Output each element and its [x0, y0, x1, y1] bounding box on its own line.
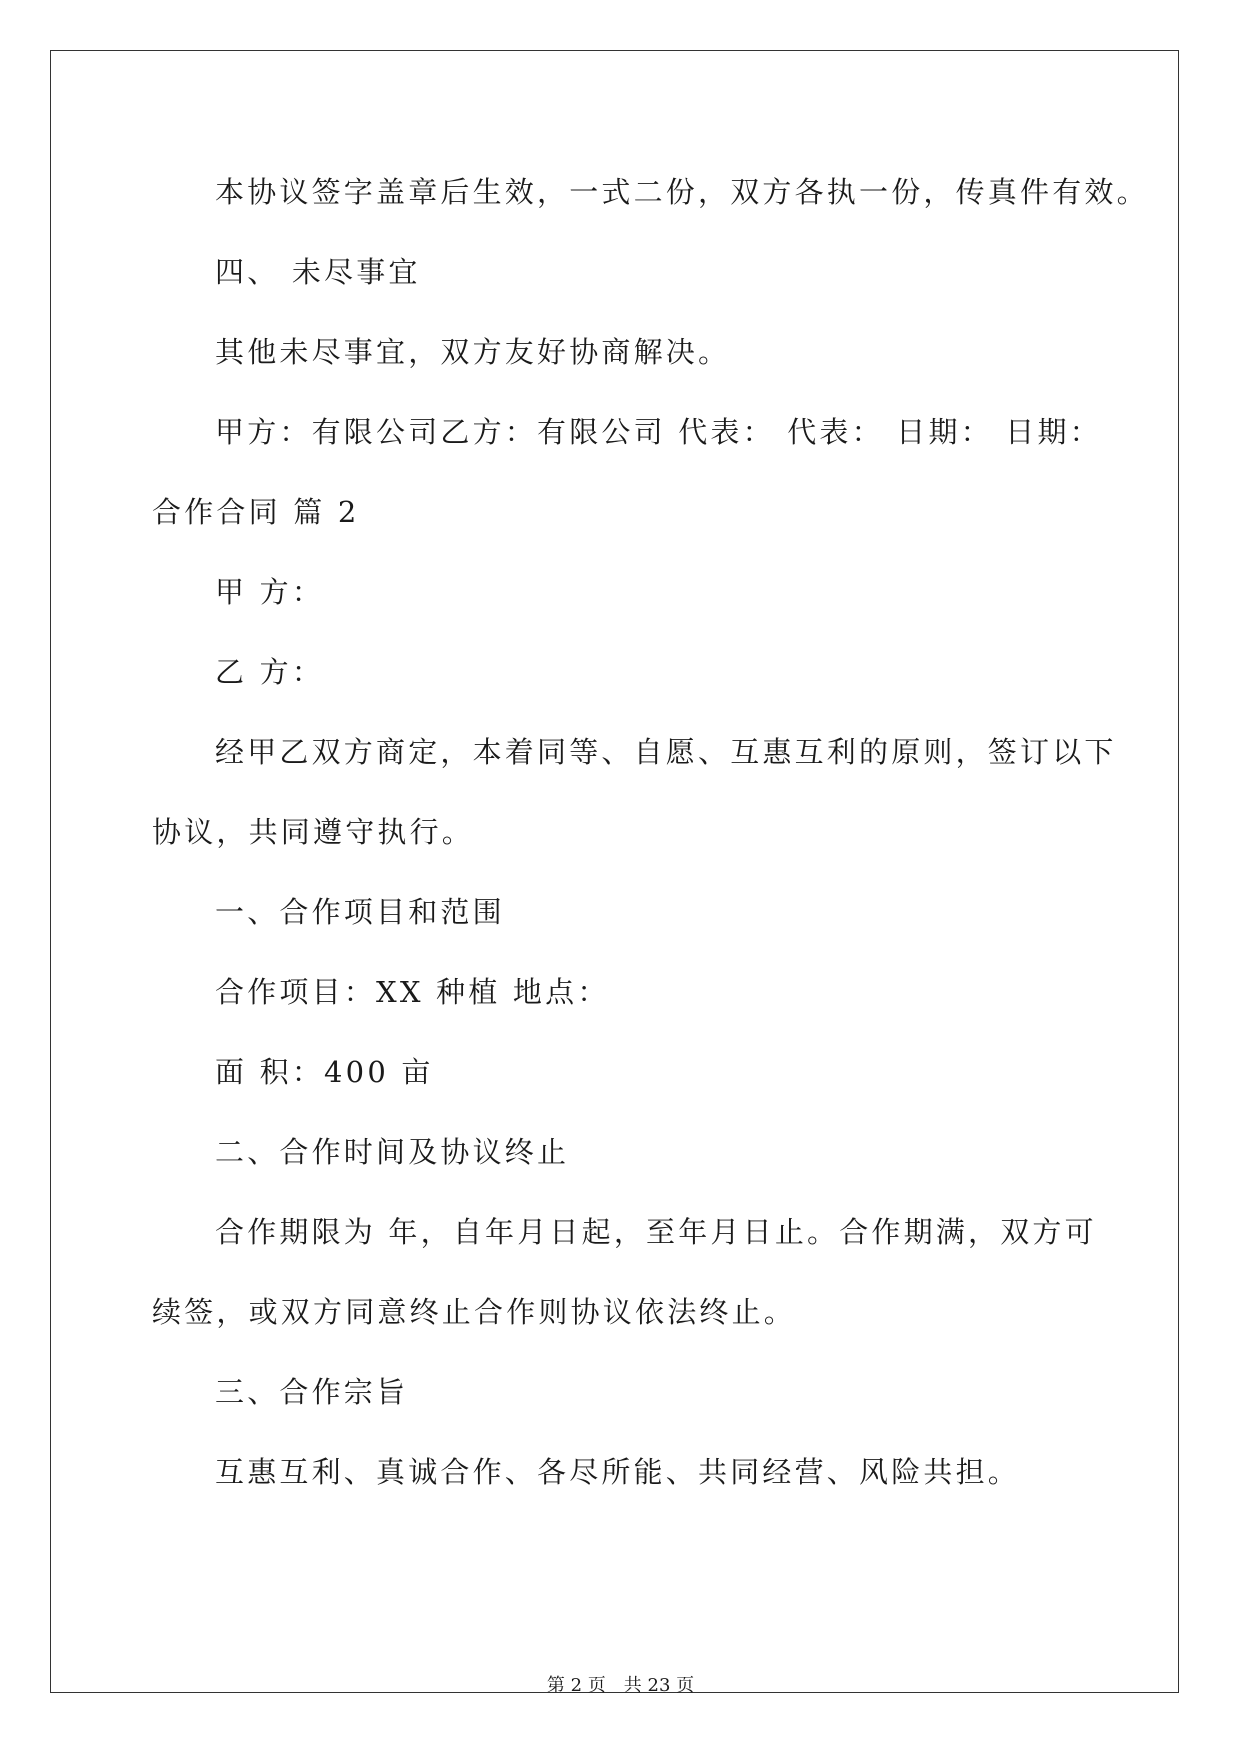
section-heading-1: 一、合作项目和范围: [215, 895, 505, 929]
area-line: 面 积：400 亩: [215, 1055, 434, 1089]
project-line: 合作项目：XX 种植 地点：: [215, 975, 610, 1009]
section-heading-2: 二、合作时间及协议终止: [215, 1135, 570, 1169]
paragraph-preamble-cont: 协议，共同遵守执行。: [152, 815, 475, 849]
paragraph-term-cont: 续签，或双方同意终止合作则协议依法终止。: [152, 1295, 797, 1329]
contract-title: 合作合同 篇 2: [152, 495, 360, 529]
party-b-line: 乙 方：: [215, 655, 325, 689]
paragraph-term: 合作期限为 年，自年月日起，至年月日止。合作期满，双方可: [215, 1215, 1097, 1249]
section-heading-4: 四、 未尽事宜: [215, 255, 421, 289]
section-heading-3: 三、合作宗旨: [215, 1375, 409, 1409]
paragraph-preamble: 经甲乙双方商定，本着同等、自愿、互惠互利的原则，签订以下: [215, 735, 1117, 769]
paragraph-other-matters: 其他未尽事宜，双方友好协商解决。: [215, 335, 731, 369]
page-total: 共 23 页: [623, 1675, 695, 1696]
page-border: [50, 50, 1179, 1693]
signature-line: 甲方：有限公司乙方：有限公司 代表： 代表： 日期： 日期：: [215, 415, 1102, 449]
page-footer: [0, 1671, 1241, 1697]
paragraph-effectiveness: 本协议签字盖章后生效，一式二份，双方各执一份，传真件有效。: [215, 175, 1149, 209]
page-number: 第 2 页: [546, 1675, 606, 1696]
party-a-line: 甲 方：: [215, 575, 325, 609]
paragraph-purpose: 互惠互利、真诚合作、各尽所能、共同经营、风险共担。: [215, 1455, 1021, 1489]
